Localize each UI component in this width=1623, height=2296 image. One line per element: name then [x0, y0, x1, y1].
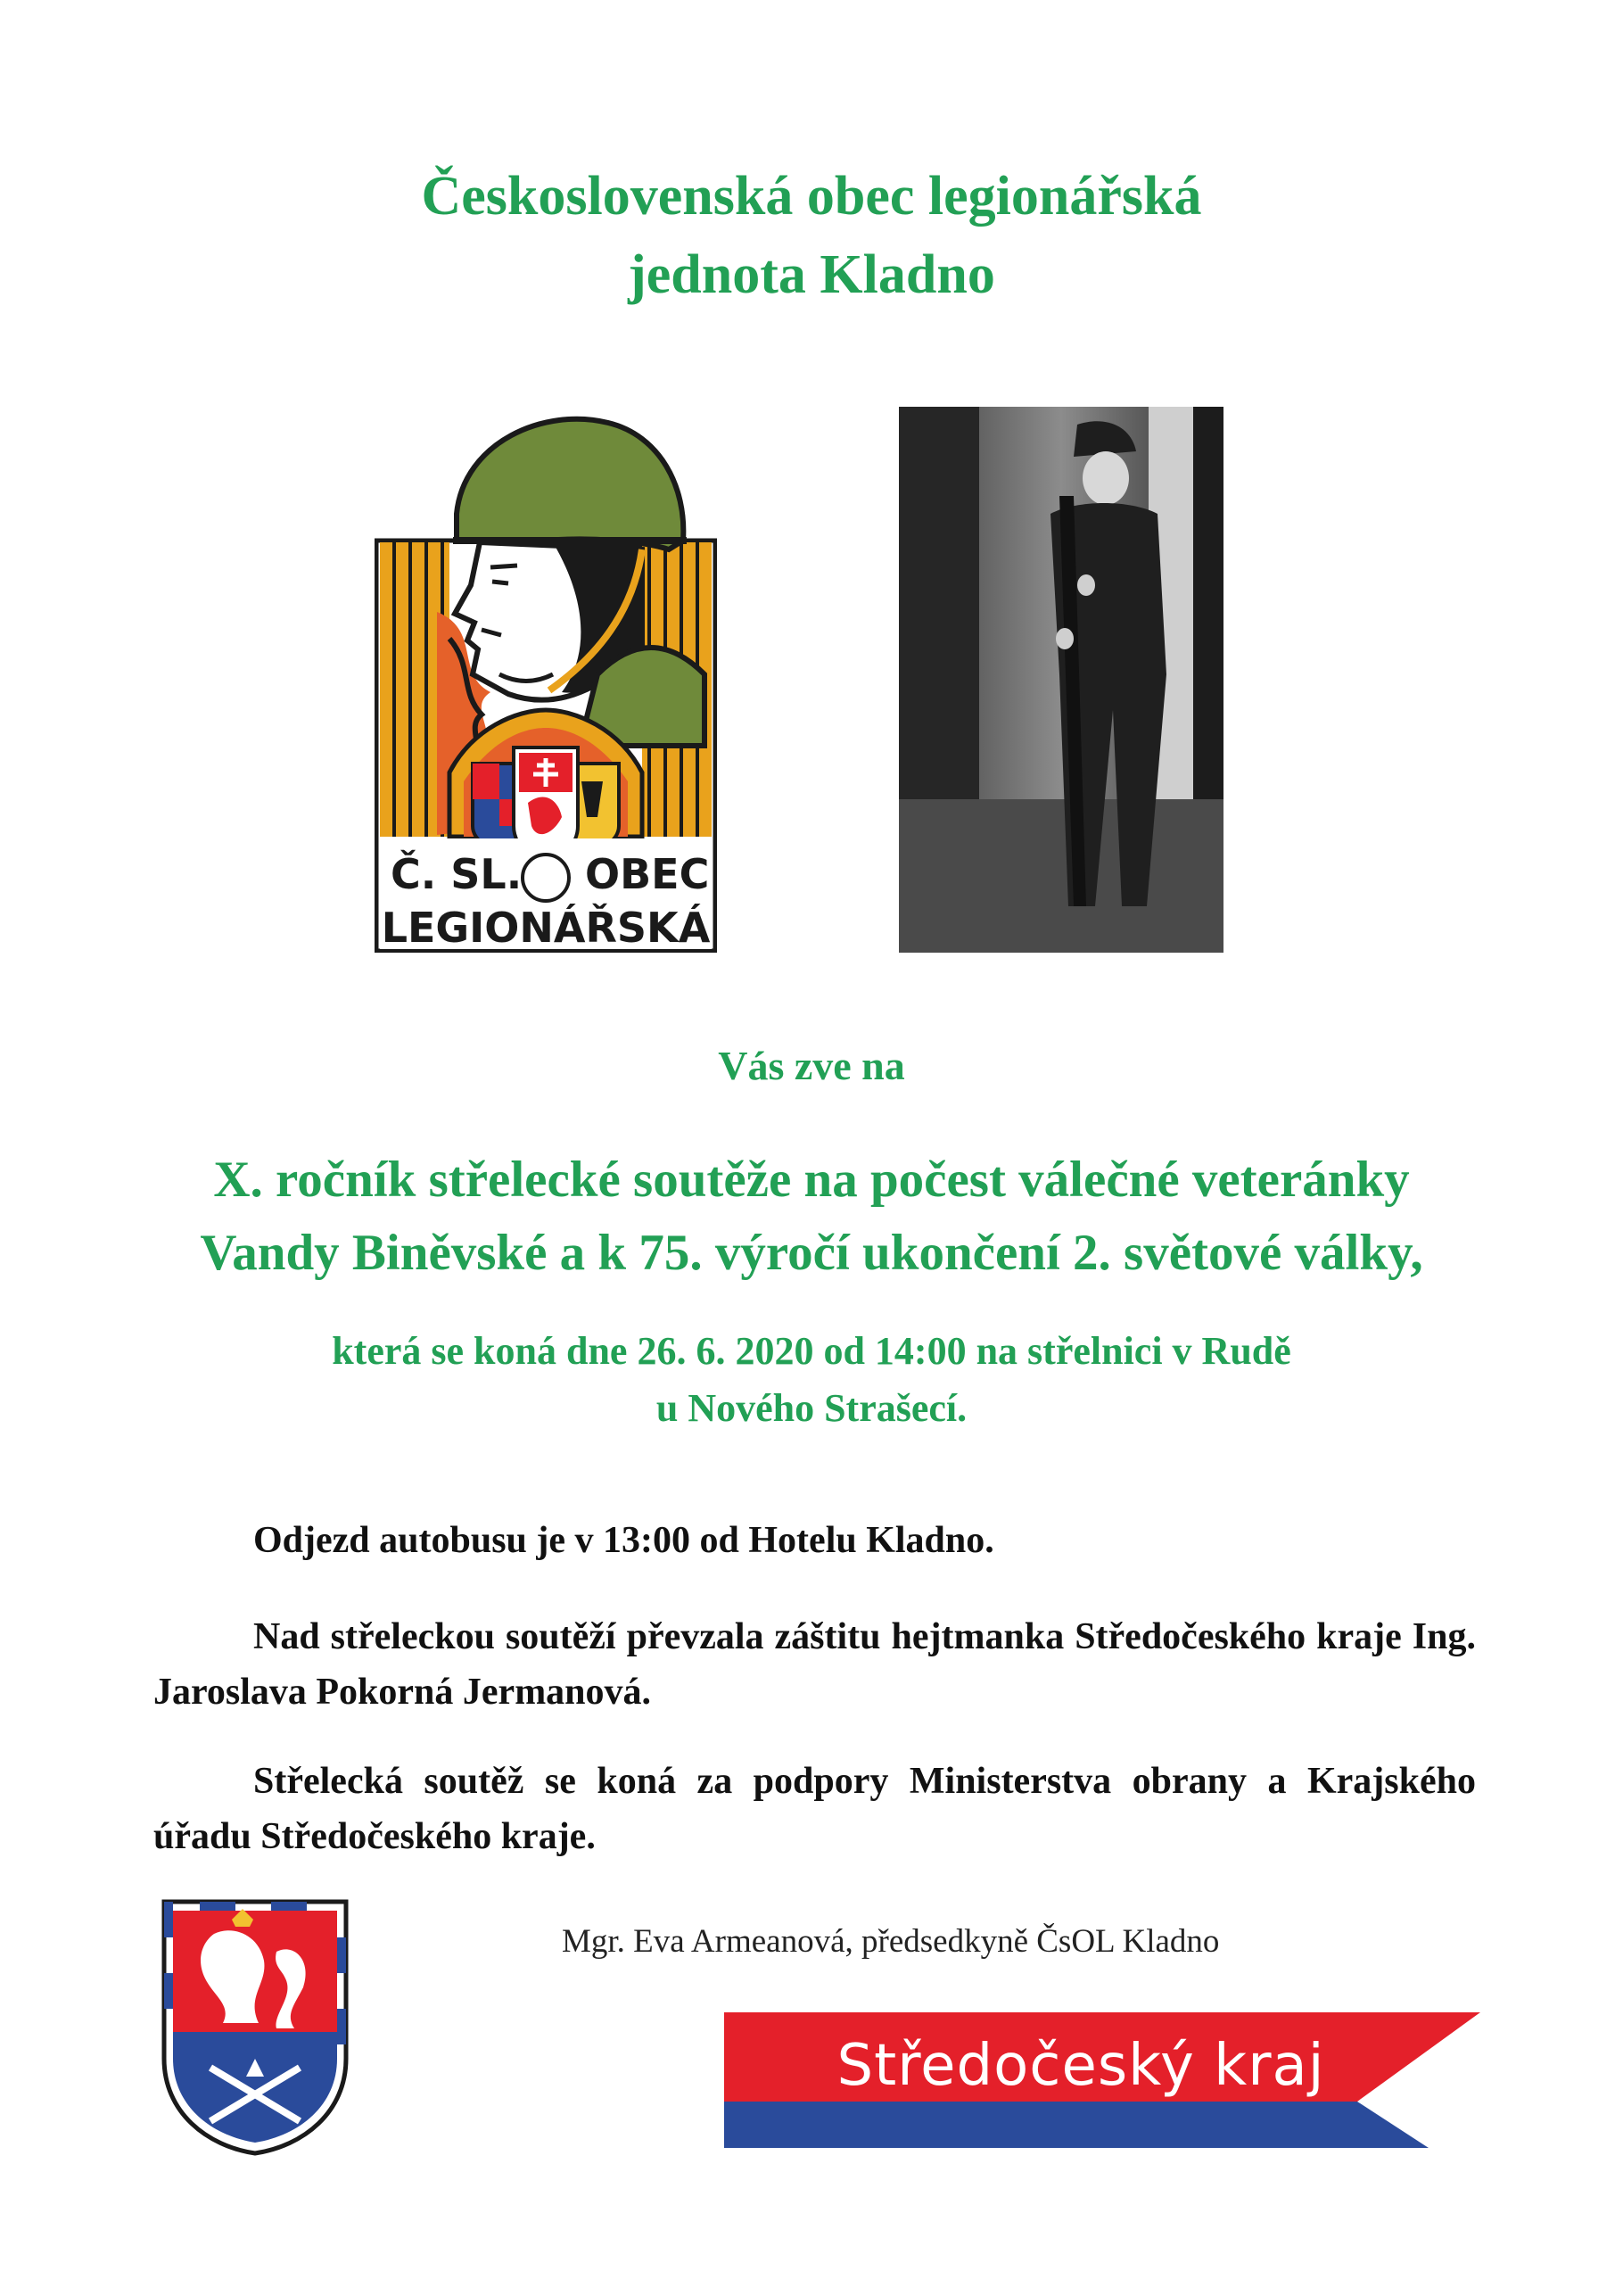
event-details-line-2: u Nového Strašecí.	[655, 1386, 968, 1430]
header-line-2: jednota Kladno	[628, 244, 995, 305]
support-paragraph: Střelecká soutěž se koná za podpory Ministerstva obrany a Krajského úřadu Středočeského kraje.	[153, 1761, 1476, 1857]
veteran-photo	[899, 407, 1223, 953]
stredocesky-kraj-logo	[724, 2012, 1480, 2148]
logo-text-legionarska: LEGIONÁŘSKÁ	[381, 904, 711, 952]
event-details-line-1: která se koná dne 26. 6. 2020 od 14:00 na střelnici v Rudě	[332, 1329, 1291, 1373]
invite-line: Vás zve na	[718, 1043, 905, 1088]
event-title	[0, 1144, 1623, 1290]
army-crest-logo	[161, 1898, 350, 2157]
organization-header	[0, 157, 1623, 314]
event-title-line-1: X. ročník střelecké soutěže na počest válečné veteránky	[213, 1152, 1410, 1208]
patronage-paragraph: Nad střeleckou soutěží převzala záštitu hejtmanka Středočeského kraje Ing. Jaroslava Pokorná Jermanová.	[153, 1616, 1476, 1713]
logo-text-cs: Č. SL.	[391, 850, 523, 898]
csol-logo	[375, 407, 717, 953]
bus-departure-paragraph: Odjezd autobusu je v 13:00 od Hotelu Kladno.	[253, 1520, 994, 1561]
signature: Mgr. Eva Armeanová, předsedkyně ČsOL Kladno	[562, 1923, 1220, 1960]
logo-text-obec: OBEC	[585, 850, 710, 898]
event-title-line-2: Vandy Biněvské a k 75. výročí ukončení 2. světové války,	[200, 1225, 1423, 1281]
header-line-1: Československá obec legionářská	[421, 166, 1202, 227]
event-details	[0, 1323, 1623, 1437]
kraj-banner-text: Středočeský kraj	[836, 2033, 1325, 2099]
